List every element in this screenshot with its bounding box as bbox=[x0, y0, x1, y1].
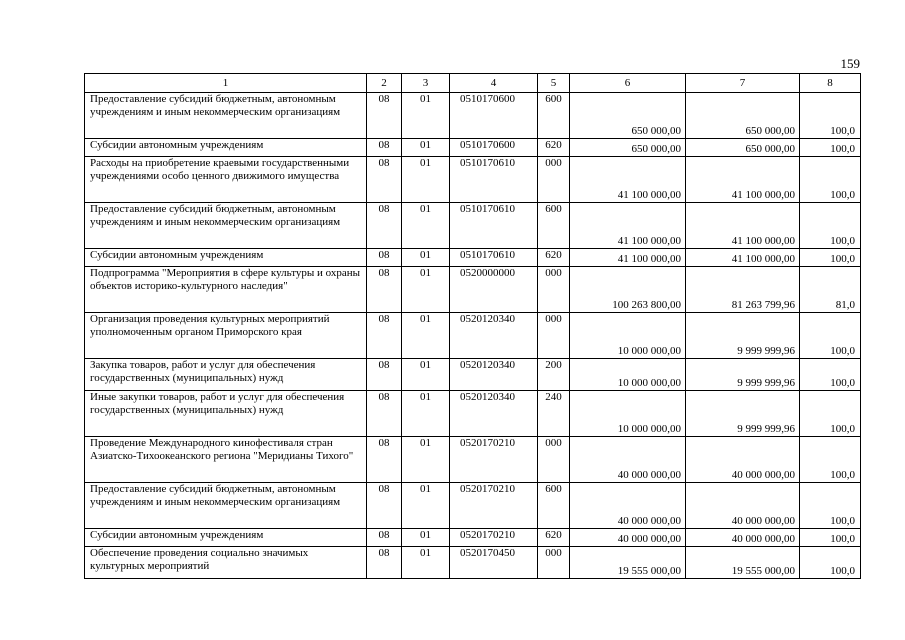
row-section-cell: 08 bbox=[367, 93, 402, 139]
row-percent-cell: 100,0 bbox=[800, 529, 861, 547]
row-subsection-cell: 01 bbox=[402, 267, 450, 313]
table-row bbox=[85, 437, 861, 483]
row-section-cell: 08 bbox=[367, 437, 402, 483]
row-name-cell: Подпрограмма "Мероприятия в сфере культуры и охраны объектов историко-культурного наследия" bbox=[85, 267, 367, 313]
table-header-row bbox=[85, 74, 861, 93]
row-subsection-cell: 01 bbox=[402, 203, 450, 249]
row-expense-type-cell: 600 bbox=[538, 203, 570, 249]
row-percent-cell: 100,0 bbox=[800, 139, 861, 157]
column-header: 3 bbox=[402, 74, 450, 93]
column-header: 6 bbox=[570, 74, 686, 93]
row-target-code-cell: 0520170210 bbox=[450, 437, 538, 483]
row-name-cell: Субсидии автономным учреждениям bbox=[85, 139, 367, 157]
row-planned-cell: 41 100 000,00 bbox=[570, 203, 686, 249]
row-planned-cell: 10 000 000,00 bbox=[570, 359, 686, 391]
table-row bbox=[85, 359, 861, 391]
row-name-cell: Проведение Международного кинофестиваля стран Азиатско-Тихоокеанского региона "Меридианы Тихого" bbox=[85, 437, 367, 483]
column-header: 8 bbox=[800, 74, 861, 93]
row-name-cell: Субсидии автономным учреждениям bbox=[85, 249, 367, 267]
row-name-cell: Предоставление субсидий бюджетным, автономным учреждениям и иным некоммерческим организациям bbox=[85, 203, 367, 249]
row-percent-cell: 100,0 bbox=[800, 547, 861, 579]
row-section-cell: 08 bbox=[367, 249, 402, 267]
row-target-code-cell: 0510170600 bbox=[450, 139, 538, 157]
row-planned-cell: 40 000 000,00 bbox=[570, 529, 686, 547]
row-target-code-cell: 0520120340 bbox=[450, 391, 538, 437]
row-percent-cell: 100,0 bbox=[800, 359, 861, 391]
row-planned-cell: 100 263 800,00 bbox=[570, 267, 686, 313]
row-section-cell: 08 bbox=[367, 203, 402, 249]
row-target-code-cell: 0510170600 bbox=[450, 93, 538, 139]
row-executed-cell: 9 999 999,96 bbox=[686, 391, 800, 437]
row-name-cell: Иные закупки товаров, работ и услуг для обеспечения государственных (муниципальных) нужд bbox=[85, 391, 367, 437]
row-target-code-cell: 0520120340 bbox=[450, 313, 538, 359]
table-row bbox=[85, 267, 861, 313]
row-section-cell: 08 bbox=[367, 267, 402, 313]
row-executed-cell: 19 555 000,00 bbox=[686, 547, 800, 579]
row-subsection-cell: 01 bbox=[402, 547, 450, 579]
row-planned-cell: 10 000 000,00 bbox=[570, 313, 686, 359]
row-section-cell: 08 bbox=[367, 313, 402, 359]
row-subsection-cell: 01 bbox=[402, 93, 450, 139]
column-header: 5 bbox=[538, 74, 570, 93]
row-executed-cell: 41 100 000,00 bbox=[686, 249, 800, 267]
row-name-cell: Предоставление субсидий бюджетным, автономным учреждениям и иным некоммерческим организациям bbox=[85, 93, 367, 139]
row-name-cell: Обеспечение проведения социально значимых культурных мероприятий bbox=[85, 547, 367, 579]
row-expense-type-cell: 000 bbox=[538, 547, 570, 579]
table-row bbox=[85, 93, 861, 139]
row-section-cell: 08 bbox=[367, 157, 402, 203]
row-subsection-cell: 01 bbox=[402, 529, 450, 547]
row-planned-cell: 10 000 000,00 bbox=[570, 391, 686, 437]
column-header: 7 bbox=[686, 74, 800, 93]
row-section-cell: 08 bbox=[367, 139, 402, 157]
row-planned-cell: 650 000,00 bbox=[570, 93, 686, 139]
row-subsection-cell: 01 bbox=[402, 391, 450, 437]
row-target-code-cell: 0520120340 bbox=[450, 359, 538, 391]
row-planned-cell: 41 100 000,00 bbox=[570, 249, 686, 267]
row-percent-cell: 100,0 bbox=[800, 93, 861, 139]
row-expense-type-cell: 000 bbox=[538, 157, 570, 203]
row-planned-cell: 40 000 000,00 bbox=[570, 483, 686, 529]
row-target-code-cell: 0510170610 bbox=[450, 203, 538, 249]
row-executed-cell: 41 100 000,00 bbox=[686, 157, 800, 203]
row-expense-type-cell: 000 bbox=[538, 267, 570, 313]
table-row bbox=[85, 391, 861, 437]
row-section-cell: 08 bbox=[367, 483, 402, 529]
row-executed-cell: 41 100 000,00 bbox=[686, 203, 800, 249]
row-planned-cell: 19 555 000,00 bbox=[570, 547, 686, 579]
row-executed-cell: 9 999 999,96 bbox=[686, 313, 800, 359]
row-target-code-cell: 0510170610 bbox=[450, 249, 538, 267]
table-row bbox=[85, 547, 861, 579]
row-executed-cell: 40 000 000,00 bbox=[686, 529, 800, 547]
row-expense-type-cell: 620 bbox=[538, 139, 570, 157]
row-name-cell: Расходы на приобретение краевыми государственными учреждениями особо ценного движимого имущества bbox=[85, 157, 367, 203]
row-subsection-cell: 01 bbox=[402, 157, 450, 203]
column-header: 4 bbox=[450, 74, 538, 93]
row-subsection-cell: 01 bbox=[402, 139, 450, 157]
row-percent-cell: 100,0 bbox=[800, 203, 861, 249]
row-subsection-cell: 01 bbox=[402, 483, 450, 529]
row-executed-cell: 650 000,00 bbox=[686, 93, 800, 139]
row-section-cell: 08 bbox=[367, 359, 402, 391]
table-row bbox=[85, 203, 861, 249]
row-target-code-cell: 0510170610 bbox=[450, 157, 538, 203]
row-name-cell: Закупка товаров, работ и услуг для обеспечения государственных (муниципальных) нужд bbox=[85, 359, 367, 391]
row-section-cell: 08 bbox=[367, 391, 402, 437]
row-executed-cell: 650 000,00 bbox=[686, 139, 800, 157]
row-percent-cell: 100,0 bbox=[800, 483, 861, 529]
row-subsection-cell: 01 bbox=[402, 313, 450, 359]
row-executed-cell: 9 999 999,96 bbox=[686, 359, 800, 391]
row-subsection-cell: 01 bbox=[402, 359, 450, 391]
row-executed-cell: 40 000 000,00 bbox=[686, 483, 800, 529]
row-percent-cell: 100,0 bbox=[800, 313, 861, 359]
budget-table bbox=[84, 73, 861, 579]
row-target-code-cell: 0520000000 bbox=[450, 267, 538, 313]
row-percent-cell: 100,0 bbox=[800, 437, 861, 483]
row-section-cell: 08 bbox=[367, 547, 402, 579]
row-expense-type-cell: 000 bbox=[538, 437, 570, 483]
row-executed-cell: 81 263 799,96 bbox=[686, 267, 800, 313]
row-subsection-cell: 01 bbox=[402, 437, 450, 483]
row-percent-cell: 100,0 bbox=[800, 157, 861, 203]
table-row bbox=[85, 157, 861, 203]
column-header: 2 bbox=[367, 74, 402, 93]
row-percent-cell: 81,0 bbox=[800, 267, 861, 313]
row-target-code-cell: 0520170450 bbox=[450, 547, 538, 579]
row-target-code-cell: 0520170210 bbox=[450, 529, 538, 547]
row-executed-cell: 40 000 000,00 bbox=[686, 437, 800, 483]
row-target-code-cell: 0520170210 bbox=[450, 483, 538, 529]
row-percent-cell: 100,0 bbox=[800, 249, 861, 267]
row-expense-type-cell: 620 bbox=[538, 249, 570, 267]
row-name-cell: Предоставление субсидий бюджетным, автономным учреждениям и иным некоммерческим организациям bbox=[85, 483, 367, 529]
row-planned-cell: 650 000,00 bbox=[570, 139, 686, 157]
table-row bbox=[85, 483, 861, 529]
table-row bbox=[85, 139, 861, 157]
row-expense-type-cell: 600 bbox=[538, 483, 570, 529]
row-percent-cell: 100,0 bbox=[800, 391, 861, 437]
table-row bbox=[85, 313, 861, 359]
page-number: 159 bbox=[840, 56, 860, 71]
row-planned-cell: 41 100 000,00 bbox=[570, 157, 686, 203]
row-name-cell: Субсидии автономным учреждениям bbox=[85, 529, 367, 547]
column-header: 1 bbox=[85, 74, 367, 93]
row-expense-type-cell: 240 bbox=[538, 391, 570, 437]
row-subsection-cell: 01 bbox=[402, 249, 450, 267]
row-section-cell: 08 bbox=[367, 529, 402, 547]
row-expense-type-cell: 620 bbox=[538, 529, 570, 547]
table-row bbox=[85, 529, 861, 547]
row-expense-type-cell: 000 bbox=[538, 313, 570, 359]
table-row bbox=[85, 249, 861, 267]
row-planned-cell: 40 000 000,00 bbox=[570, 437, 686, 483]
row-expense-type-cell: 200 bbox=[538, 359, 570, 391]
row-expense-type-cell: 600 bbox=[538, 93, 570, 139]
row-name-cell: Организация проведения культурных мероприятий уполномоченным органом Приморского края bbox=[85, 313, 367, 359]
